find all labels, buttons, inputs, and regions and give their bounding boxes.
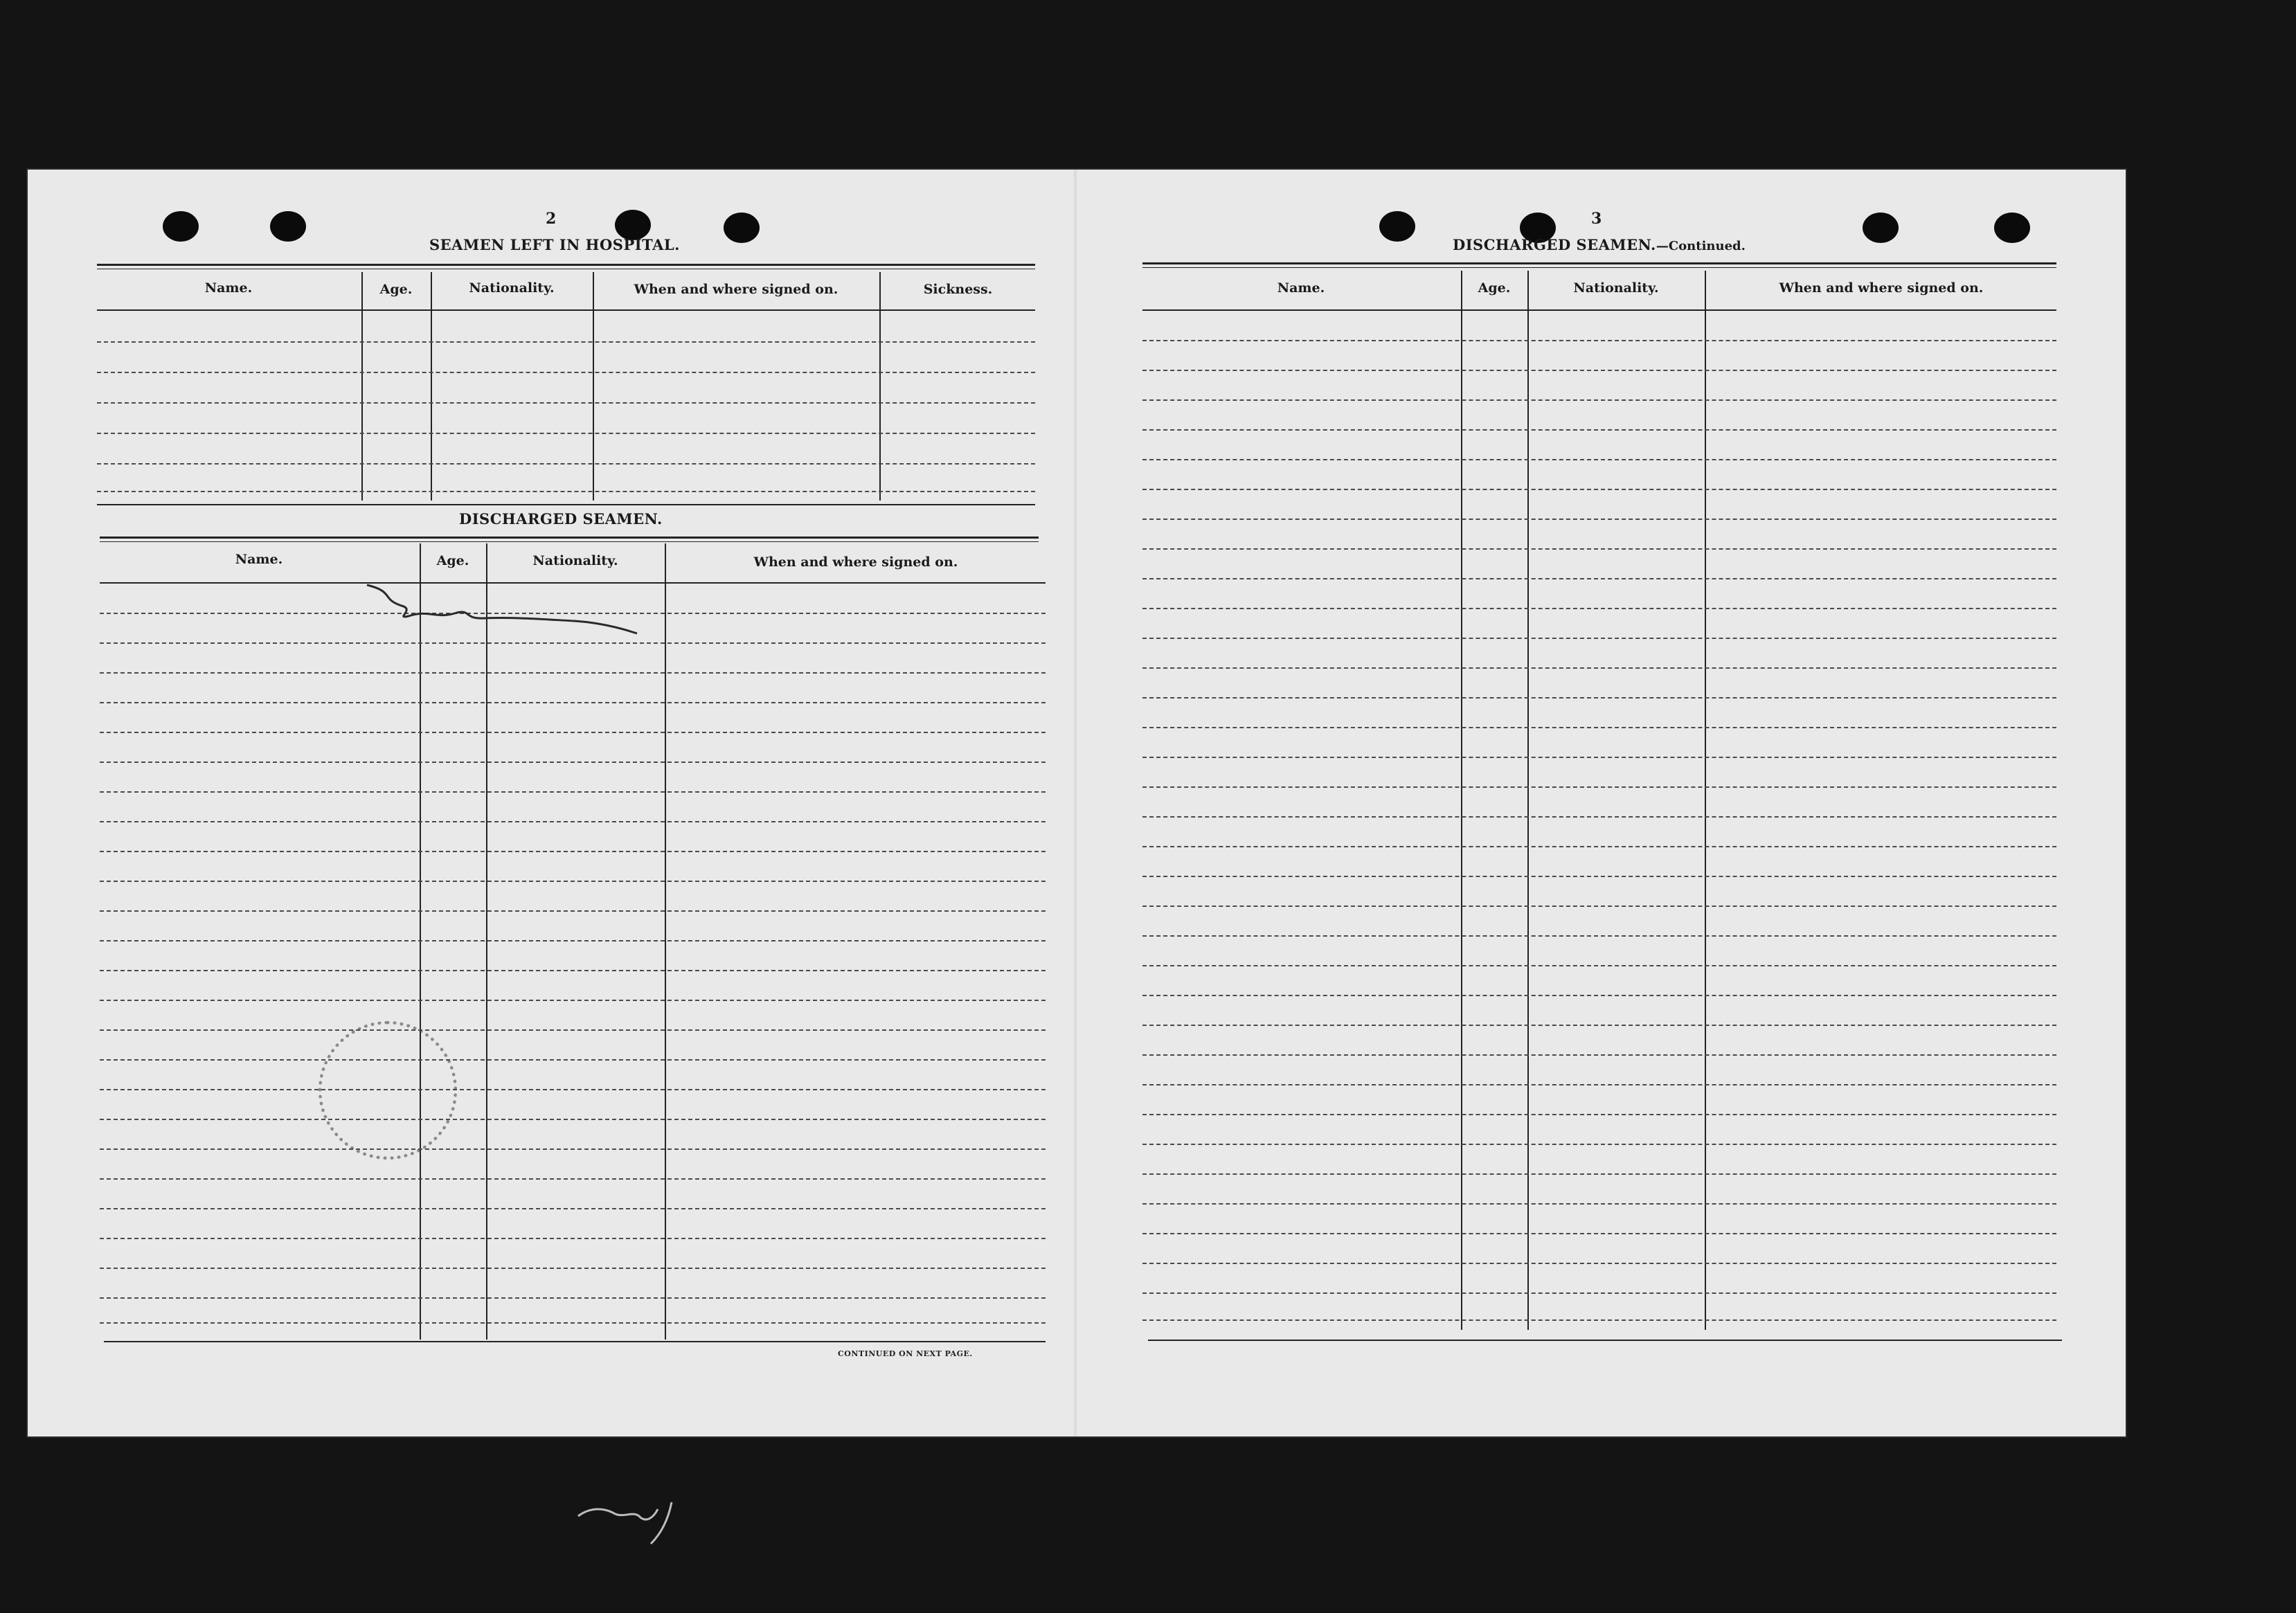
entry-line (97, 341, 1035, 343)
column-divider (420, 543, 421, 1340)
entry-line (97, 463, 1035, 465)
entry-line (1142, 935, 2056, 937)
punch-hole (1994, 213, 2030, 243)
entry-line (1142, 965, 2056, 966)
table-header (97, 272, 1035, 311)
entry-line (1142, 638, 2056, 639)
double-rule (97, 264, 1035, 269)
hospital-section-title: SEAMEN LEFT IN HOSPITAL. (429, 236, 680, 253)
entry-line (100, 851, 1046, 852)
entry-line (100, 970, 1046, 971)
double-rule (100, 537, 1039, 542)
column-header-nationality: Nationality. (1573, 280, 1659, 296)
entry-line (1142, 578, 2056, 579)
ledger-sheet (28, 170, 2126, 1436)
handwritten-mark (353, 578, 644, 640)
entry-line (100, 762, 1046, 763)
entry-line (1142, 727, 2056, 728)
entry-line (1142, 459, 2056, 460)
entry-line (1142, 667, 2056, 669)
column-header-name: Name. (204, 280, 253, 296)
entry-line (100, 1178, 1046, 1180)
entry-line (1142, 1292, 2056, 1294)
hospital-table (97, 272, 1035, 506)
entry-line (1142, 519, 2056, 520)
rule (1148, 1340, 2062, 1341)
entry-line (1142, 1025, 2056, 1026)
discharged-table-left (100, 543, 1046, 1340)
punch-hole (270, 211, 306, 242)
entry-line (100, 1059, 1046, 1061)
punch-hole (1863, 213, 1899, 243)
column-header-name: Name. (235, 552, 283, 567)
entry-line (100, 642, 1046, 644)
punch-hole (163, 211, 199, 242)
entry-line (1142, 1084, 2056, 1085)
entry-line (1142, 697, 2056, 699)
double-rule (1142, 262, 2056, 268)
entry-line (1142, 489, 2056, 490)
entry-line (1142, 1233, 2056, 1234)
entry-line (100, 1089, 1046, 1090)
page-number-right: 3 (1591, 210, 1602, 228)
column-header-signed-on: When and where signed on. (1779, 280, 1984, 296)
column-header-signed-on: When and where signed on. (634, 282, 838, 297)
column-header-signed-on: When and where signed on. (753, 555, 958, 570)
column-header-age: Age. (379, 282, 413, 297)
entry-line (1142, 370, 2056, 371)
entry-line (100, 1208, 1046, 1209)
continued-note: CONTINUED ON NEXT PAGE. (838, 1349, 973, 1358)
title-suffix: —Continued. (1656, 239, 1746, 253)
rule (97, 504, 1035, 505)
entry-line (97, 433, 1035, 434)
page-fold (1073, 170, 1077, 1436)
entry-line (100, 910, 1046, 912)
discharged-table-right (1142, 271, 2056, 1330)
entry-line (100, 1322, 1046, 1324)
entry-line (1142, 429, 2056, 431)
entry-line (1142, 786, 2056, 788)
entry-line (100, 1268, 1046, 1269)
page-number-left: 2 (546, 210, 557, 228)
column-divider (431, 272, 432, 501)
column-divider (361, 272, 363, 501)
entry-line (100, 732, 1046, 733)
entry-line (100, 881, 1046, 882)
entry-line (1142, 1319, 2056, 1321)
title-text: DISCHARGED SEAMEN. (1453, 236, 1656, 253)
column-divider (593, 272, 594, 501)
table-header (1142, 271, 2056, 311)
entry-line (1142, 846, 2056, 847)
column-header-age: Age. (1478, 280, 1511, 296)
entry-line (1142, 1173, 2056, 1175)
entry-line (1142, 905, 2056, 907)
faded-stamp (319, 1021, 457, 1160)
entry-line (1142, 757, 2056, 758)
entry-line (1142, 608, 2056, 609)
entry-line (100, 1029, 1046, 1031)
entry-line (100, 1119, 1046, 1120)
entry-line (1142, 995, 2056, 996)
margin-scribble (575, 1488, 692, 1551)
entry-line (100, 791, 1046, 793)
column-header-sickness: Sickness. (923, 282, 993, 297)
column-header-nationality: Nationality. (469, 280, 555, 296)
column-divider (486, 543, 487, 1340)
entry-line (1142, 816, 2056, 818)
entry-line (1142, 340, 2056, 341)
entry-line (100, 1000, 1046, 1001)
discharged-section-title: DISCHARGED SEAMEN. (459, 510, 663, 528)
entry-line (1142, 1144, 2056, 1145)
column-header-age: Age. (436, 553, 469, 568)
entry-line (97, 491, 1035, 492)
entry-line (97, 372, 1035, 373)
discharged-continued-title (1453, 236, 1746, 253)
entry-line (100, 672, 1046, 674)
entry-line (100, 1148, 1046, 1150)
column-header-nationality: Nationality. (532, 553, 618, 568)
column-divider (879, 272, 881, 501)
entry-line (100, 1297, 1046, 1299)
entry-line (100, 940, 1046, 941)
entry-line (1142, 548, 2056, 550)
entry-line (1142, 876, 2056, 877)
entry-line (100, 1238, 1046, 1239)
entry-line (1142, 1114, 2056, 1115)
entry-line (1142, 399, 2056, 401)
punch-hole (1379, 211, 1415, 242)
punch-hole (724, 213, 760, 243)
entry-line (1142, 1263, 2056, 1264)
column-header-name: Name. (1277, 280, 1325, 296)
entry-line (97, 402, 1035, 404)
entry-line (100, 821, 1046, 822)
entry-line (100, 702, 1046, 703)
entry-line (1142, 1203, 2056, 1205)
rule (104, 1341, 1046, 1342)
entry-line (1142, 1054, 2056, 1056)
column-divider (665, 543, 666, 1340)
